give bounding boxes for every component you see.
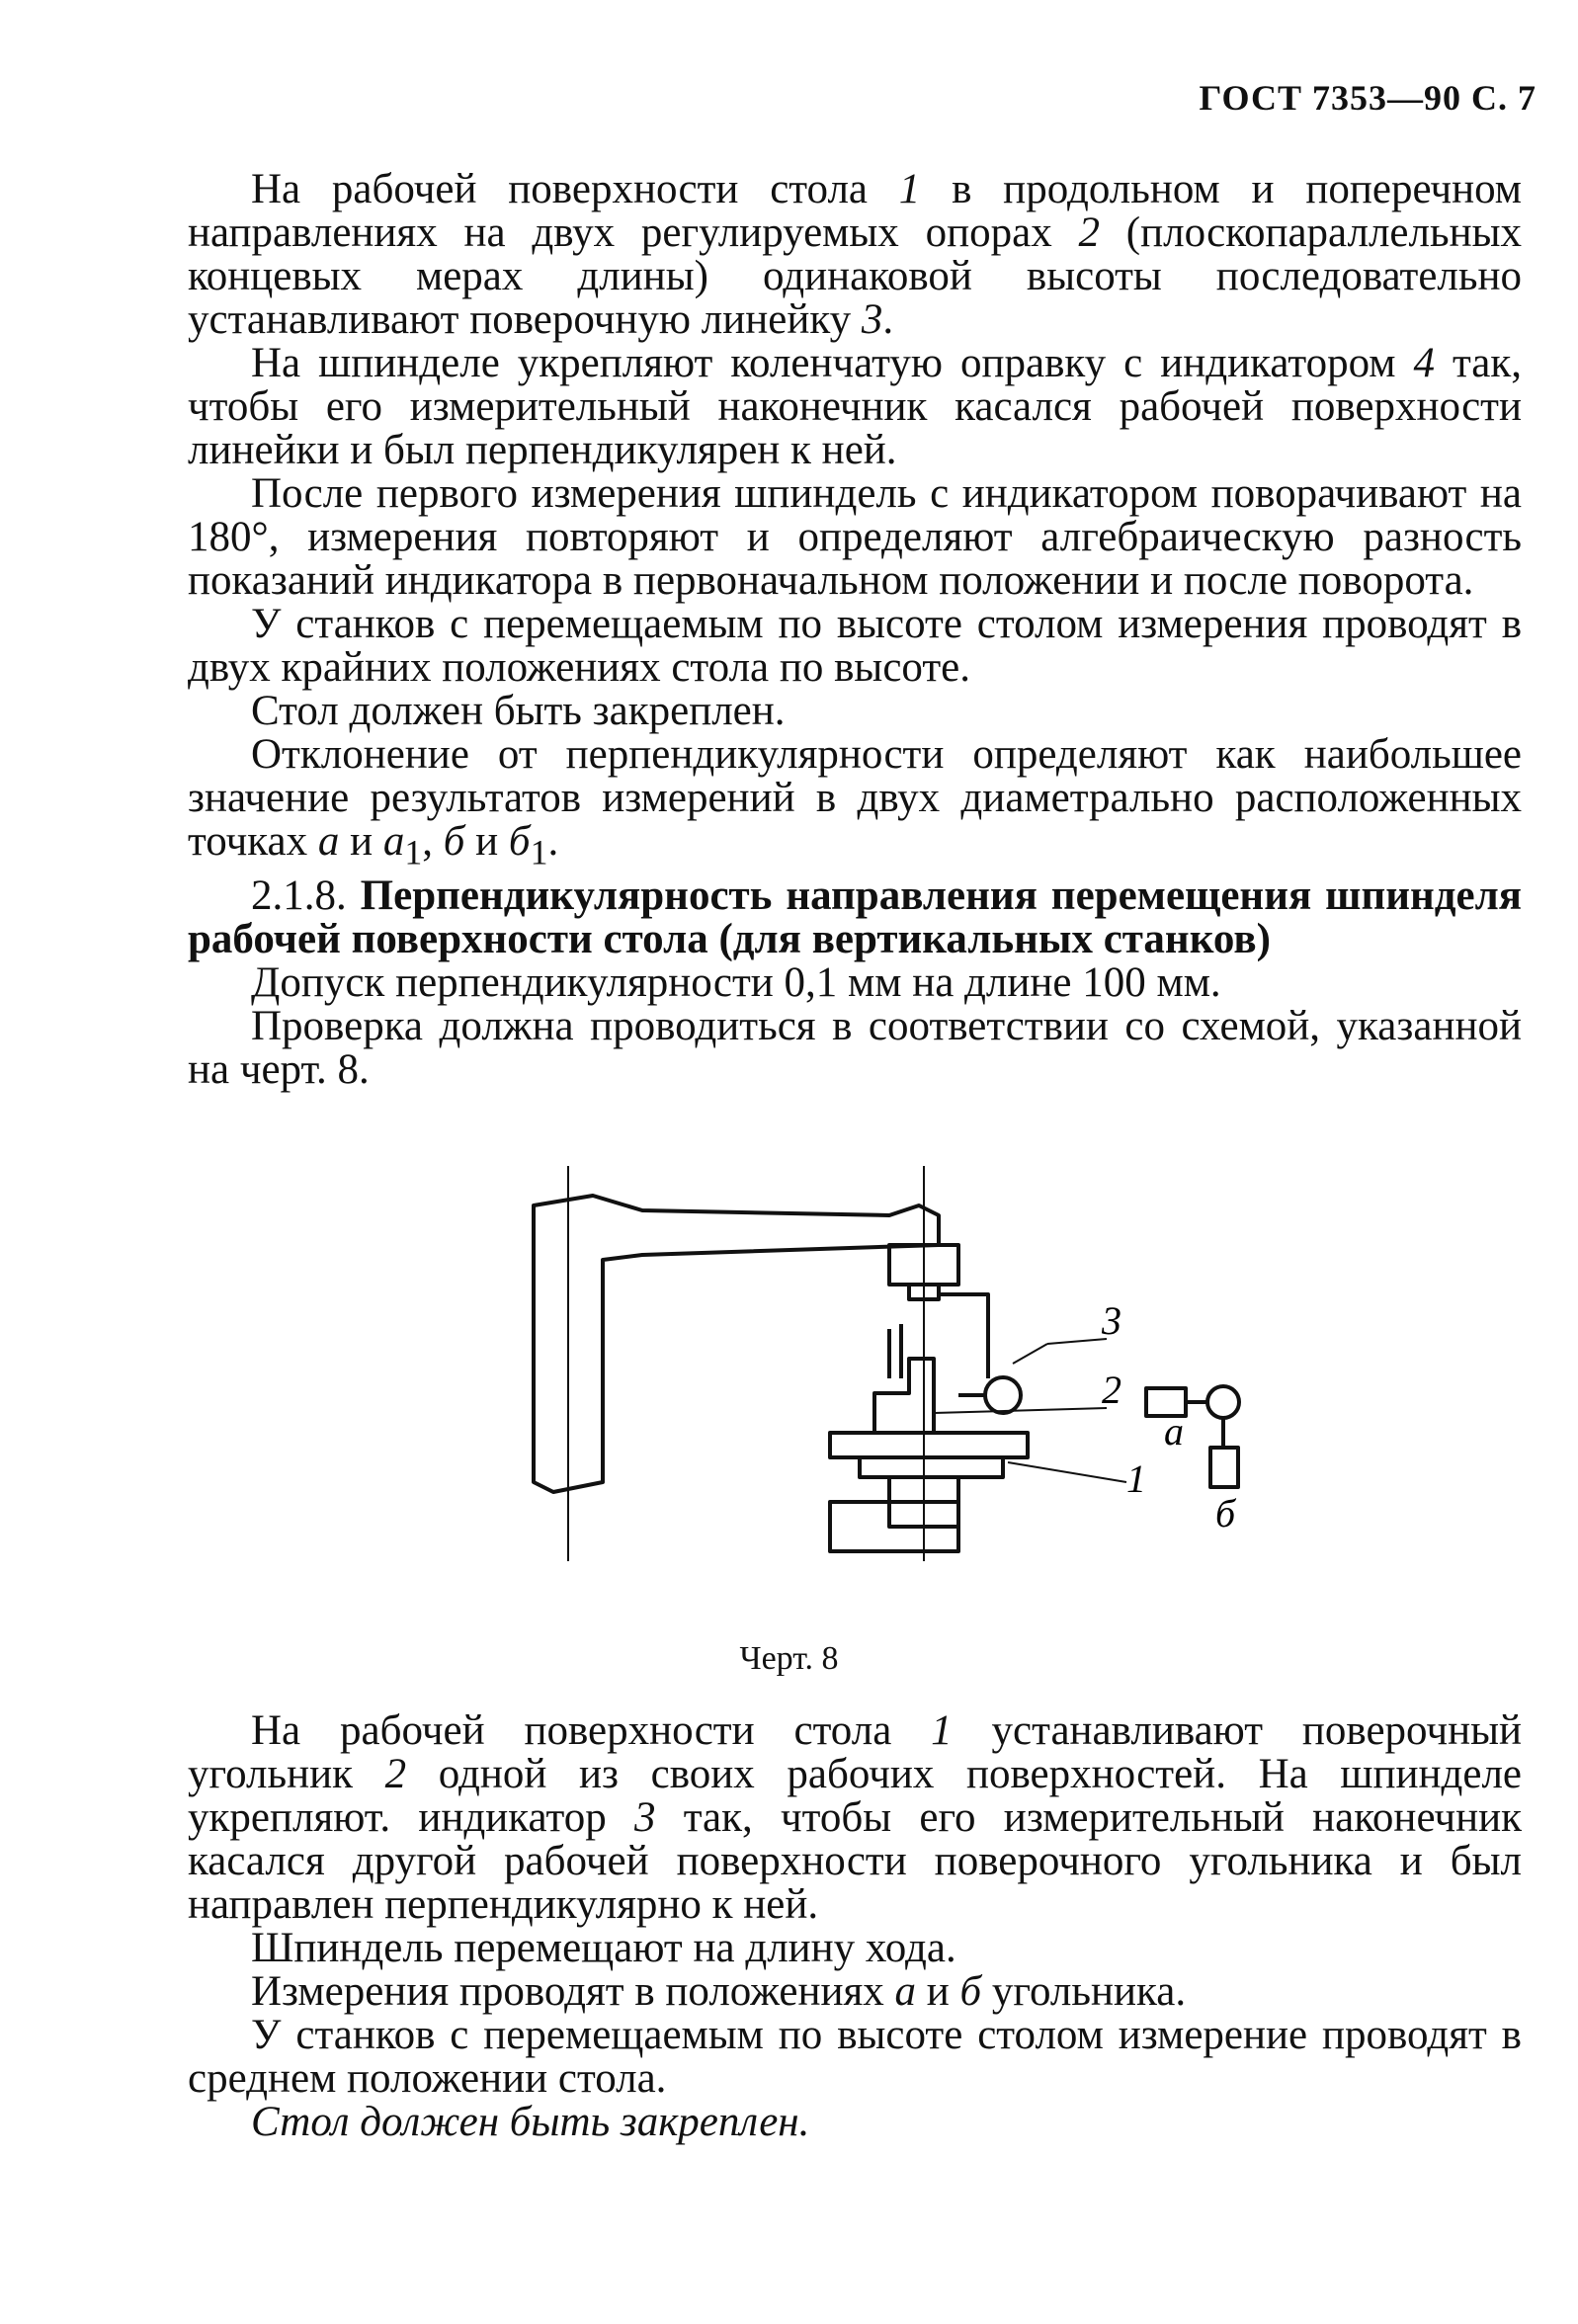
paragraph-1: На рабочей поверхности стола 1 в продольном и поперечном направлениях на двух регулируемых опорах 2 (плоскопараллельных концевых мерах длины) одинаковой высоты последовательно устанавливают поверочную линейку 3. <box>188 166 1522 343</box>
leader-1 <box>1008 1462 1126 1482</box>
paragraph-9: На рабочей поверхности стола 1 устанавливают поверочный угольник 2 одной из своих рабочих поверхностей. На шпинделе укрепляют. индикатор 3 так, чтобы его измерительный наконечник касался другой рабочей поверхности поверочного угольника и был направлен перпендикулярно к ней. <box>188 1707 1522 1928</box>
standard-label: ГОСТ <box>1199 78 1302 118</box>
section-number: 2.1.8. <box>251 872 347 919</box>
paragraph-11: Измерения проводят в положениях а и б угольника. <box>251 1968 1187 2015</box>
page-header <box>1200 77 1536 119</box>
table-base <box>860 1457 1003 1477</box>
paragraph-8: Проверка должна проводиться в соответствии со схемой, указанной на черт. 8. <box>188 1002 1522 1093</box>
section-title: Перпендикулярность направления перемещения шпинделя рабочей поверхности стола (для вертикальных станков) <box>188 872 1523 962</box>
section-heading <box>188 874 1522 961</box>
paragraph-12: У станков с перемещаемым по высоте столом измерение проводят в среднем положении стола. <box>188 2012 1522 2102</box>
label-2: 2 <box>1102 1368 1121 1412</box>
paragraph-5: Стол должен быть закреплен. <box>251 688 786 734</box>
leader-3b <box>1047 1339 1107 1344</box>
table-top <box>830 1433 1028 1457</box>
leader-3 <box>1013 1344 1047 1364</box>
paragraph-6: Отклонение от перпендикулярности определяют как наибольшее значение результатов измерений в двух диаметрально расположенных точках а и $а_1$, б и $б_1$. <box>188 731 1522 872</box>
paragraph-10: Шпиндель перемещают на длину хода. <box>251 1925 956 1971</box>
upper-text <box>188 168 1522 1092</box>
page-number: С. 7 <box>1471 78 1536 118</box>
lower-text <box>188 1709 1522 2144</box>
label-a: а <box>1164 1409 1184 1453</box>
figure-caption: Черт. 8 <box>739 1640 839 1677</box>
machine-diagram <box>494 1166 1255 1581</box>
indicator-dial <box>985 1377 1021 1413</box>
paragraph-7: Допуск перпендикулярности 0,1 мм на длине 100 мм. <box>251 958 1221 1006</box>
machine-frame <box>534 1196 939 1492</box>
figure-8 <box>494 1166 1255 1581</box>
scheme-dial <box>1207 1386 1239 1418</box>
paragraph-3: После первого измерения шпиндель с индикатором поворачивают на 180°, измерения повторяют и определяют алгебраическую разность показаний индикатора в первоначальном положении и после поворота. <box>188 470 1522 604</box>
leader-2 <box>934 1408 1107 1413</box>
paragraph-2: На шпинделе укрепляют коленчатую оправку с индикатором 4 так, чтобы его измерительный наконечник касался рабочей поверхности линейки и был перпендикулярен к ней. <box>188 340 1522 473</box>
label-1: 1 <box>1126 1456 1146 1501</box>
indicator-arm <box>939 1294 988 1378</box>
paragraph-13: Стол должен быть закреплен. <box>251 2099 810 2145</box>
scheme-block-b <box>1210 1448 1238 1487</box>
label-3: 3 <box>1102 1298 1121 1343</box>
label-b: б <box>1215 1491 1236 1536</box>
paragraph-4: У станков с перемещаемым по высоте столом измерения проводят в двух крайних положениях стола по высоте. <box>188 601 1522 691</box>
standard-number: 7353—90 <box>1312 78 1461 118</box>
